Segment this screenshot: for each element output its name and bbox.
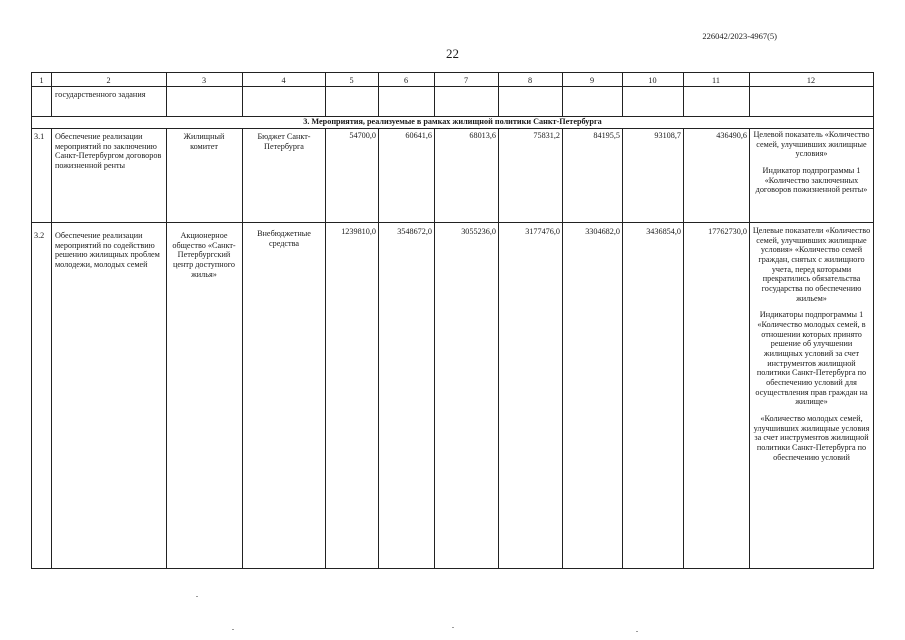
row-value-6: 3548672,0 [397,227,432,236]
row-executor: Жилищный комитет [183,132,225,151]
indicator-text: Индикаторы подпрограммы 1 «Количество молодых семей, в отношении которых принято решение об улучшении жилищных условий за счет инструментов жилищной политики Санкт-Петербурга по обеспечению условий для осуществления прав граждан на жилище» [755,310,868,407]
row-value-9: 3304682,0 [585,227,620,236]
header-cell: 2 [106,76,111,85]
header-cell: 9 [589,76,595,85]
indicator-text: Целевой показатель «Количество семей, улучшивших жилищные условия» [753,130,870,159]
row-name: Обеспечение реализации мероприятий по заключению Санкт-Петербургом договоров пожизненной ренты [55,132,162,171]
program-table [31,72,874,569]
header-cell: 3 [201,76,207,85]
row-value-10: 3436854,0 [646,227,681,236]
row-indicators [750,225,873,463]
scan-speck [196,596,198,597]
indicator-text: Индикатор подпрограммы 1 «Количество заключенных договоров пожизненной ренты» [755,166,868,195]
indicator-text: «Количество молодых семей, улучшивших жилищные условия за счет инструментов жилищной политики Санкт-Петербурга по обеспечению условий [753,414,870,462]
header-cell: 5 [349,76,354,85]
header-cell: 11 [712,76,720,85]
row-value-11: 436490,6 [716,131,747,140]
row-value-9: 84195,5 [593,131,620,140]
header-cell: 12 [806,76,816,85]
row-funding-source: Бюджет Санкт-Петербурга [257,132,311,151]
row-value-7: 3055236,0 [461,227,496,236]
scan-speck [452,627,454,628]
row-name: Обеспечение реализации мероприятий по содействию решению жилищных проблем молодежи, молодых семей [55,231,160,270]
row-value-11: 17762730,0 [708,227,747,236]
row-indicators [750,129,873,196]
indicator-text: Целевые показатели «Количество семей, улучшивших жилищные условия» «Количество семей граждан, снятых с жилищного учета, перед которыми прекратились обязательства государства по обеспечению жильем» [752,226,871,303]
row-value-7: 68013,6 [469,131,496,140]
row-value-5: 54700,0 [349,131,376,140]
row-funding-source: Внебюджетные средства [257,229,311,248]
header-cell: 4 [281,76,286,85]
prev-row-name: государственного задания [55,90,146,99]
header-cell: 8 [527,76,533,85]
scan-speck [636,631,638,632]
row-value-8: 3177476,0 [525,227,560,236]
header-cell: 7 [463,76,469,85]
row-value-8: 75831,2 [533,131,560,140]
page-number: 22 [446,46,459,61]
row-number: 3.2 [34,231,45,240]
header-cell: 6 [403,76,409,85]
row-value-6: 60641,6 [405,131,432,140]
row-number: 3.1 [34,132,45,141]
row-value-10: 93108,7 [654,131,681,140]
section-title: 3. Мероприятия, реализуемые в рамках жилищной политики Санкт-Петербурга [303,117,602,126]
header-cell: 10 [648,76,657,85]
header-cell: 1 [39,76,44,85]
row-value-5: 1239810,0 [341,227,376,236]
document-id: 226042/2023-4967(5) [702,31,777,41]
scan-speck [232,629,234,630]
row-executor: Акционерное общество «Санкт-Петербургский центр доступного жилья» [172,231,236,279]
